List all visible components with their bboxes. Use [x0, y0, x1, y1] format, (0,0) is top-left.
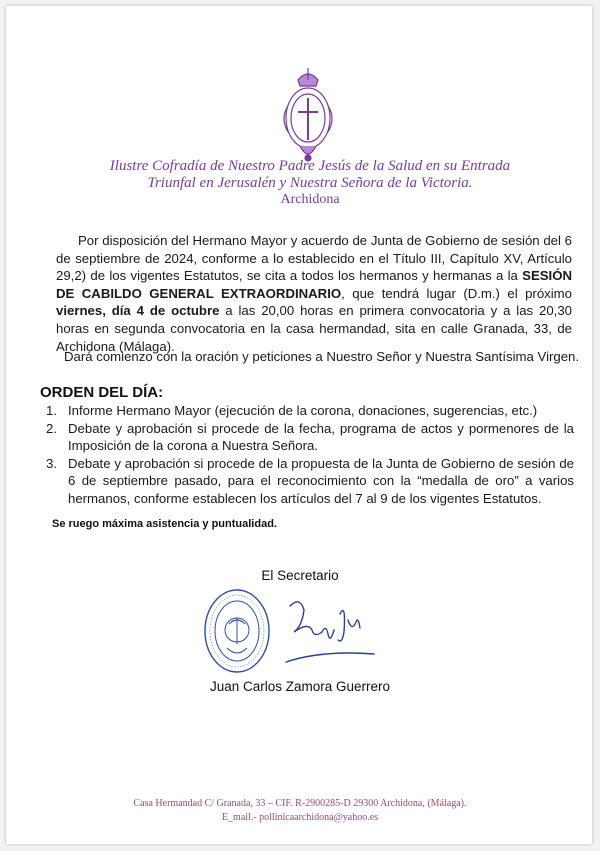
- header-line-2: Triunfal en Jerusalén y Nuestra Señora de la Victoria.: [147, 175, 473, 191]
- intro-session-title: SESIÓN DE CABILDO GENERAL EXTRAORDINARIO: [56, 268, 572, 301]
- closing-request: Se ruego máxima asistencia y puntualidad.: [52, 518, 277, 530]
- header-line-1: Ilustre Cofradía de Nuestro Padre Jesús de la Salud en su Entrada: [109, 158, 511, 174]
- orden-title: ORDEN DEL DÍA:: [40, 384, 164, 401]
- list-item: 1. Informe Hermano Mayor (ejecución de la corona, donaciones, sugerencias, etc.): [46, 403, 538, 418]
- list-item: 3. Debate y aprobación si procede de la propuesta de la Junta de Gobierno de sesión de 6 de septiembre pasado, para el reconocimiento con la “medalla de oro” a varios hermanos, conforme establecen los artículos del 7 al 9 de los vigentes Estatutos.: [46, 455, 574, 506]
- signer-name: Juan Carlos Zamora Guerrero: [209, 679, 391, 694]
- intro-text-e: a las 20,00 horas en primera convocatoria y a las 20,30 horas en segunda convocatoria en la casa hermandad, sita en calle Granada, 33, de Archidona (Málaga).: [56, 303, 572, 354]
- footer-address: Casa Hermandad C/ Granada, 33 – CIF. R-2900285-D 29300 Archidona, (Málaga).: [133, 798, 467, 809]
- handwritten-signature-icon: [282, 592, 382, 672]
- intro-text-a: Por disposición del Hermano Mayor y acuerdo de Junta de Gobierno de sesión del 6 de septiembre de 2024, conforme a lo establecido en el Título III, Capítulo XV, Artículo 29,2) de los vigentes Estatutos, se cita a todos los hermanos y hermanas a la: [56, 233, 572, 284]
- header-town: Archidona: [280, 192, 340, 207]
- list-item: 2. Debate y aprobación si procede de la fecha, programa de actos y pormenores de la Imposición de la corona a Nuestra Señora.: [46, 420, 574, 454]
- intro-text-c: , que tendrá lugar (D.m.) el próximo: [341, 285, 573, 301]
- intro-date: viernes, día 4 de octubre: [56, 303, 220, 319]
- official-seal-icon: [203, 588, 271, 674]
- cofradia-crest-icon: [280, 66, 336, 166]
- signer-role: El Secretario: [261, 568, 339, 583]
- opening-paragraph: Dará comienzo con la oración y peticiones a Nuestro Señor y Nuestra Santísima Virgen.: [64, 349, 580, 364]
- footer-email: E_mail.- pollinicaarchidona@yahoo.es: [221, 812, 379, 823]
- orden-list: [40, 402, 574, 508]
- intro-paragraph: [56, 232, 572, 355]
